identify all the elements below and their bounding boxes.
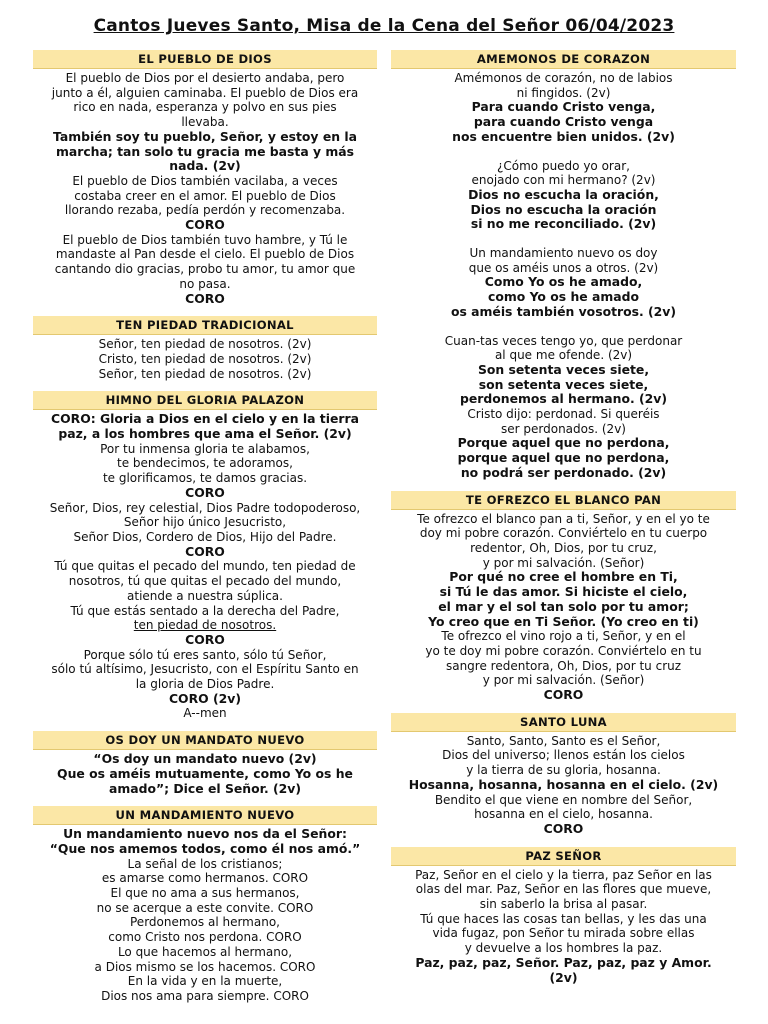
lyric-line: la gloria de Dios Padre. [135,677,275,692]
lyric-line: llorando rezaba, pedía perdón y recomenzaba. [64,203,346,218]
lyric-line-bold: paz, a los hombres que ama el Señor. (2v) [58,426,352,442]
song-un-mandamiento-nuevo [33,806,377,1003]
lyric-line: hosanna en el cielo, hosanna. [474,807,653,822]
lyric-line-bold: CORO [543,687,584,703]
lyric-line: y por mi salvación. (Señor) [482,555,645,570]
song-os-doy-un-mandato-nuevo [33,731,377,796]
lyric-line: Señor, Dios, rey celestial, Dios Padre todopoderoso, [49,500,361,515]
lyric-line: que os améis unos a otros. (2v) [468,260,659,275]
lyric-line: te glorificamos, te damos gracias. [102,471,308,486]
lyric-line: Paz, Señor en el cielo y la tierra, paz Señor en las [415,867,712,882]
song-santo-luna [391,713,736,837]
lyric-line: Santo, Santo, Santo es el Señor, [466,733,661,748]
lyric-line: Por tu inmensa gloria te alabamos, [100,441,310,456]
stanza-gap [391,320,736,334]
lyric-line: redentor, Oh, Dios, por tu cruz, [470,540,657,555]
lyric-line: ni fingidos. (2v) [516,85,611,100]
lyric-line: Cuan-tas veces tengo yo, que perdonar [444,333,683,348]
lyric-line-bold: Que os améis mutuamente, como Yo os he [57,765,353,781]
song-paz-senor [391,847,736,986]
lyric-line: mandaste al Pan desde el cielo. El pueblo de Dios [55,247,355,262]
lyric-line-bold: CORO [185,290,225,306]
lyric-line-bold: “Os doy un mandato nuevo (2v) [93,751,317,767]
lyric-line: sólo tú altísimo, Jesucristo, con el Espíritu Santo en [51,662,359,677]
lyric-line-bold: nada. (2v) [169,158,241,174]
lyric-line-bold: Para cuando Cristo venga, [471,99,656,115]
lyric-line-bold: Dios no escucha la oración [470,201,657,217]
lyric-line: El que no ama a sus hermanos, [110,886,300,901]
lyric-line: costaba creer en el amor. El pueblo de Dios [74,188,336,203]
lyric-line: Amémonos de corazón, no de labios [454,71,673,85]
stanza-gap [391,145,736,159]
lyric-line: El pueblo de Dios también tuvo hambre, y Tú le [62,232,348,247]
lyric-line-bold: CORO [185,484,225,500]
song-title: TE OFREZCO EL BLANCO PAN [391,491,736,510]
lyric-line-bold: CORO [185,631,225,647]
song-te-ofrezco-el-blanco-pan [391,491,736,703]
lyric-line-bold: porque aquel que no perdona, [457,450,670,466]
lyric-line: rico en nada, esperanza y polvo en sus pies [73,100,337,115]
lyric-line: Señor hijo único Jesucristo, [123,515,287,530]
lyric-line: olas del mar. Paz, Señor en las flores que mueve, [415,882,712,897]
lyric-line: no se acerque a este convite. CORO [96,900,314,915]
lyric-line: nosotros, tú que quitas el pecado del mundo, [68,574,342,589]
lyric-line: atiende a nuestra súplica. [127,588,283,603]
lyric-line: Te ofrezco el blanco pan a ti, Señor, y en el yo te [417,511,710,526]
lyric-line-bold: CORO (2v) [168,690,242,706]
song-title: EL PUEBLO DE DIOS [33,50,377,69]
lyric-line-bold: os améis también vosotros. (2v) [450,303,677,319]
song-title: UN MANDAMIENTO NUEVO [33,806,377,825]
lyric-line-bold: También soy tu pueblo, Señor, y estoy en la [53,128,357,144]
lyric-line: ¿Cómo puedo yo orar, [497,158,630,173]
lyric-line: llevaba. [181,115,229,130]
lyric-line-bold: el mar y el sol tan solo por tu amor; [438,598,689,614]
lyric-line-bold: CORO [185,217,225,233]
lyric-line: Señor, ten piedad de nosotros. (2v) [98,337,312,352]
lyric-line: Cristo, ten piedad de nosotros. (2v) [98,351,312,366]
lyric-line-bold: “Que nos amemos todos, como él nos amó.” [49,840,361,856]
lyric-line: ten piedad de nosotros. [133,618,277,633]
lyric-line: Señor, ten piedad de nosotros. (2v) [98,366,312,381]
stanza-gap [391,232,736,246]
lyric-line: yo te doy mi pobre corazón. Conviértelo en tu [425,643,702,658]
lyric-line-bold: nos encuentre bien unidos. (2v) [452,128,675,144]
lyric-line-bold: Son setenta veces siete, [477,361,650,377]
lyric-line: al que me ofende. (2v) [494,348,633,363]
lyric-line-bold: Dios no escucha la oración, [468,186,659,202]
lyric-line-bold: si Tú le das amor. Si hiciste el cielo, [439,584,688,600]
lyric-line-bold: para cuando Cristo venga [473,114,654,130]
lyric-line: Lo que hacemos al hermano, [117,944,293,959]
lyric-line: enojado con mi hermano? (2v) [471,173,656,188]
lyric-line-bold: amado”; Dice el Señor. (2v) [108,780,302,796]
lyric-line: Dios nos ama para siempre. CORO [101,988,309,1003]
lyric-line-bold: marcha; tan solo tu gracia me basta y más [55,143,355,159]
lyric-line-bold: (2v) [549,969,578,985]
song-himno-del-gloria-palazon [33,391,377,721]
lyric-line-bold: Hosanna, hosanna, hosanna en el cielo. (2v) [408,776,719,792]
lyric-line: Te ofrezco el vino rojo a ti, Señor, y en el [441,629,686,644]
lyric-line: A--men [183,706,227,721]
lyric-line: Un mandamiento nuevo os doy [469,246,658,261]
lyric-line: La señal de los cristianos; [127,856,283,871]
right-column [391,50,736,995]
lyric-line: te bendecimos, te adoramos, [117,456,293,471]
lyric-line: junto a él, alguien caminaba. El pueblo de Dios era [51,85,359,100]
lyric-line: El pueblo de Dios por el desierto andaba, pero [65,71,345,85]
song-ten-piedad-tradicional [33,316,377,381]
lyric-line-bold: CORO [185,543,225,559]
lyric-line: Cristo dijo: perdonad. Si queréis [467,407,660,422]
lyric-line-bold: son setenta veces siete, [478,376,649,392]
lyric-line-bold: Por qué no cree el hombre en Ti, [449,569,678,585]
song-title: SANTO LUNA [391,713,736,732]
lyric-line: cantando dio gracias, probo tu amor, tu amor que [54,262,356,277]
left-column [33,50,377,1014]
lyric-line: Tú que haces las cosas tan bellas, y les das una [420,911,707,926]
lyric-line: Tú que estás sentado a la derecha del Padre, [70,603,340,618]
lyric-line: El pueblo de Dios también vacilaba, a veces [72,173,338,188]
lyric-line: y devuelve a los hombres la paz. [464,941,663,956]
lyric-line: ser perdonados. (2v) [501,421,626,436]
lyric-line-bold: no podrá ser perdonado. (2v) [460,464,667,480]
lyric-line: Tú que quitas el pecado del mundo, ten piedad de [54,559,356,574]
song-title: AMEMONOS DE CORAZON [391,50,736,69]
lyric-line: sangre redentora, Oh, Dios, por tu cruz [445,658,682,673]
lyric-line: sin saberlo la brisa al pasar. [479,897,648,912]
lyric-line-bold: Como Yo os he amado, [484,274,643,290]
lyric-line: Dios del universo; llenos están los cielos [442,748,685,763]
page-title: Cantos Jueves Santo, Misa de la Cena del Señor 06/04/2023 [93,16,675,36]
lyric-line: a Dios mismo se los hacemos. CORO [94,959,316,974]
lyric-line: Señor Dios, Cordero de Dios, Hijo del Padre. [73,529,337,544]
lyric-line: Porque sólo tú eres santo, sólo tú Señor, [83,647,327,662]
song-title: OS DOY UN MANDATO NUEVO [33,731,377,750]
lyric-line-bold: si no me reconciliado. (2v) [470,216,657,232]
lyric-line-bold: Porque aquel que no perdona, [457,435,670,451]
song-amemonos-de-corazon [391,50,736,481]
lyric-line: como Cristo nos perdona. CORO [108,930,302,945]
lyric-line-bold: CORO: Gloria a Dios en el cielo y en la tierra [51,411,359,427]
song-title: PAZ SEÑOR [391,847,736,866]
lyric-line: doy mi pobre corazón. Conviértelo en tu cuerpo [419,526,708,541]
lyric-line-bold: Un mandamiento nuevo nos da el Señor: [63,826,347,842]
lyric-line-bold: como Yo os he amado [487,289,639,305]
song-title: TEN PIEDAD TRADICIONAL [33,316,377,335]
lyric-line-bold: Paz, paz, paz, Señor. Paz, paz, paz y Amor. [415,954,712,970]
lyric-line: Perdonemos al hermano, [130,915,280,930]
lyric-line: Bendito el que viene en nombre del Señor, [434,792,693,807]
lyric-line: En la vida y en la muerte, [127,974,283,989]
lyric-line: y por mi salvación. (Señor) [482,673,645,688]
song-el-pueblo-de-dios [33,50,377,306]
lyric-line: no pasa. [179,276,231,291]
lyric-line: es amarse como hermanos. CORO [101,871,309,886]
lyric-line-bold: perdonemos al hermano. (2v) [459,391,667,407]
song-title: HIMNO DEL GLORIA PALAZON [33,391,377,410]
lyric-line-bold: Yo creo que en Ti Señor. (Yo creo en ti) [428,613,699,629]
lyric-line-bold: CORO [543,820,584,836]
lyric-line: y la tierra de su gloria, hosanna. [466,763,661,778]
lyric-line: vida fugaz, pon Señor tu mirada sobre ellas [432,926,695,941]
